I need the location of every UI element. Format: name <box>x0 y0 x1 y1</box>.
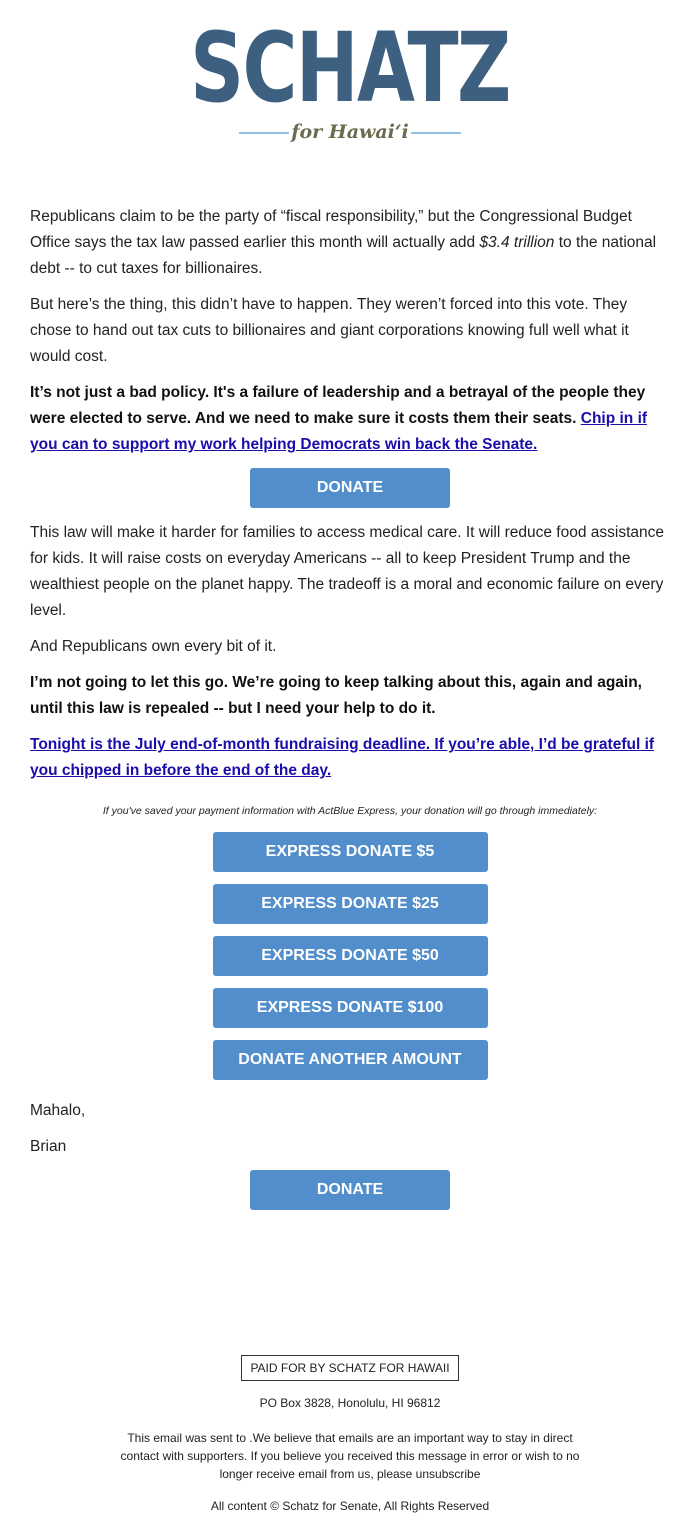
paragraph-5: And Republicans own every bit of it. <box>30 638 277 655</box>
p3-bold-text: It’s not just a bad policy. It's a failure of leadership and a betrayal of the people they were elected to serve. And we need to make sure it costs them their seats. <box>30 384 646 427</box>
signoff <box>30 1098 670 1160</box>
p1-amount: $3.4 trillion <box>479 234 555 251</box>
tagline-line-right <box>411 132 461 134</box>
mailing-address: PO Box 3828, Honolulu, HI 96812 <box>259 1396 441 1410</box>
paragraph-1 <box>30 204 670 282</box>
deadline-link[interactable]: Tonight is the July end-of-month fundraising deadline. If you’re able, I’d be grateful if you chipped in before the end of the day. <box>30 736 655 779</box>
actblue-note: If you've saved your payment information with ActBlue Express, your donation will go through immediately: <box>102 805 598 817</box>
donate-another-amount-button[interactable]: DONATE ANOTHER AMOUNT <box>213 1040 488 1080</box>
email-body <box>30 204 670 1222</box>
express-donate-25-button[interactable]: EXPRESS DONATE $25 <box>213 884 488 924</box>
paragraph-2: But here’s the thing, this didn’t have to happen. They weren’t forced into this vote. They chose to hand out tax cuts to billionaires and giant corporations knowing full well what it would cost. <box>30 296 629 365</box>
logo-tagline: for Hawaiʻi <box>291 121 409 143</box>
donate-button-wrap-2 <box>30 1170 670 1210</box>
signoff-name: Brian <box>30 1138 67 1155</box>
footer <box>0 1355 700 1513</box>
tagline-line-left <box>239 132 289 134</box>
signoff-closing: Mahalo, <box>30 1102 86 1119</box>
chip-in-link[interactable]: Chip in if you can to support my work helping Democrats win back the Senate. <box>30 410 648 453</box>
logo-wordmark: SCHATZ <box>190 12 510 124</box>
express-donate-50-button[interactable]: EXPRESS DONATE $50 <box>213 936 488 976</box>
p1-text-a: Republicans claim to be the party of “fiscal responsibility,” but the Congressional Budget Office says the tax law passed earlier this month will actually add <box>30 208 632 251</box>
p1-text-b: to the national debt -- to cut taxes for billionaires. <box>30 234 657 277</box>
donate-button-bottom[interactable]: DONATE <box>250 1170 450 1210</box>
logo <box>0 12 700 144</box>
paid-for-box: PAID FOR BY SCHATZ FOR HAWAII <box>241 1355 458 1381</box>
express-donate-5-button[interactable]: EXPRESS DONATE $5 <box>213 832 488 872</box>
paragraph-7 <box>30 732 670 784</box>
donate-button-wrap-1 <box>30 468 670 508</box>
paragraph-4: This law will make it harder for families to access medical care. It will reduce food assistance for kids. It will raise costs on everyday Americans -- all to keep President Trump and the wealthiest people on the planet happy. The tradeoff is a moral and economic failure on every level. <box>30 524 665 619</box>
logo-tagline-row <box>239 120 461 144</box>
donate-button[interactable]: DONATE <box>250 468 450 508</box>
email-disclaimer: This email was sent to .We believe that emails are an important way to stay in direct contact with supporters. If you believe you received this message in error or wish to no longer receive email from us, please unsubscribe <box>120 1431 580 1481</box>
paragraph-3 <box>30 380 670 458</box>
express-donate-100-button[interactable]: EXPRESS DONATE $100 <box>213 988 488 1028</box>
copyright: All content © Schatz for Senate, All Rights Reserved <box>210 1499 490 1513</box>
paragraph-6: I’m not going to let this go. We’re going to keep talking about this, again and again, until this law is repealed -- but I need your help to do it. <box>30 674 642 717</box>
